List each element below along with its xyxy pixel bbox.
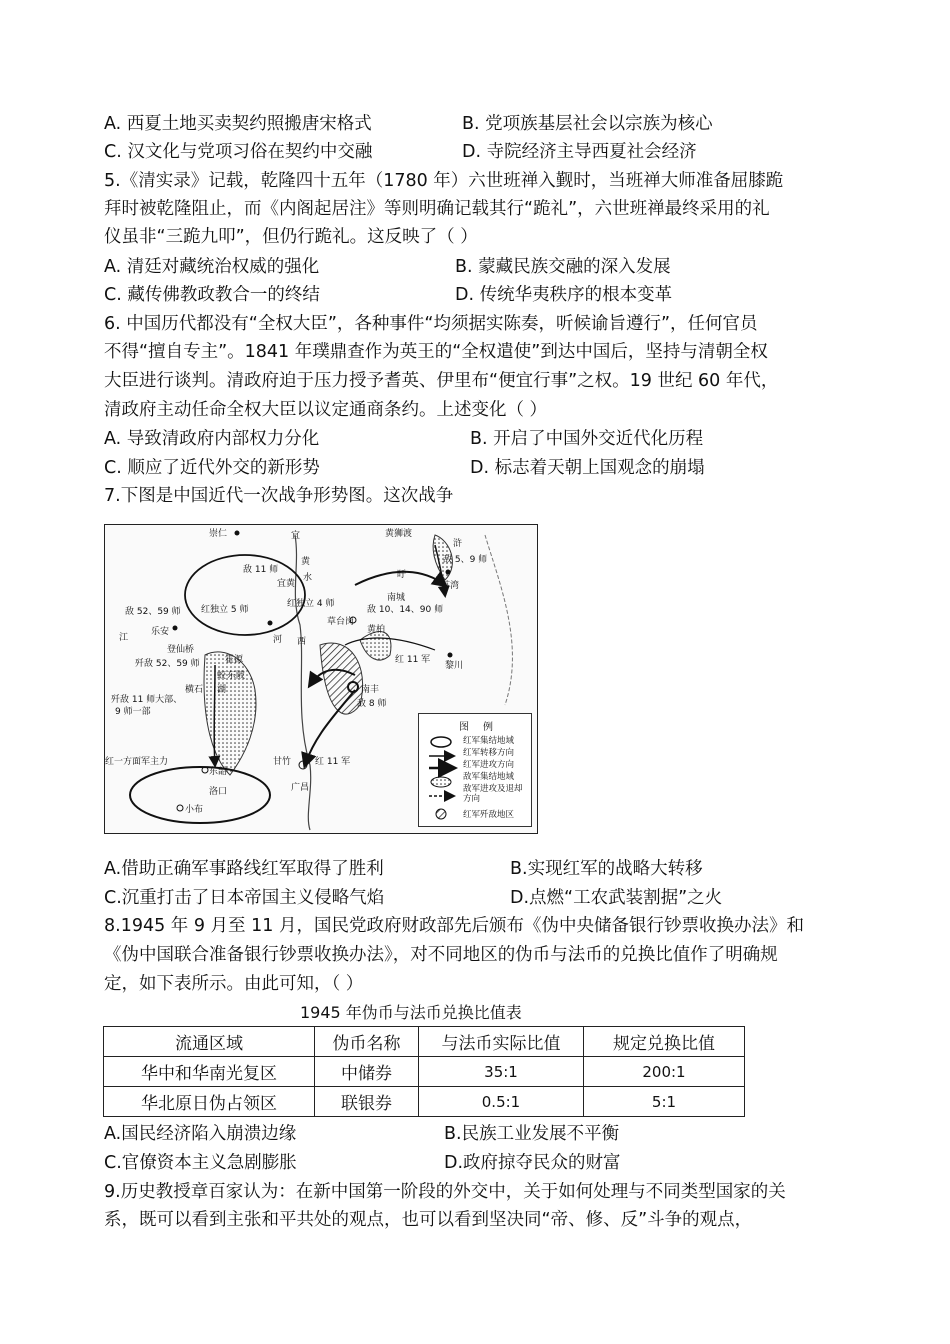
map-label: 黄柏 <box>367 625 386 635</box>
q9-stem-line2: 系，既可以看到主张和平共处的观点，也可以看到坚决同“帝、修、反”斗争的观点， <box>104 1210 753 1230</box>
legend-item: 敌军进攻及退却方向 <box>463 784 523 804</box>
table-row <box>104 1087 745 1117</box>
q6-stem-line2: 不得“擅自专主”。1841 年璞鼎查作为英王的“全权遣使”到达中国后，坚持与清朝全权 <box>104 342 768 362</box>
table-cell: 35:1 <box>419 1057 584 1087</box>
map-label: 敌 11 师 <box>243 565 279 575</box>
table-cell: 0.5:1 <box>419 1087 584 1117</box>
map-label: 甘竹 <box>273 757 292 767</box>
table-cell: 华北原日伪占领区 <box>104 1087 315 1117</box>
table-cell: 联银券 <box>315 1087 419 1117</box>
table-cell: 5:1 <box>584 1087 745 1117</box>
map-label: 西 <box>297 637 307 647</box>
q6-stem-line3: 大臣进行谈判。清政府迫于压力授予耆英、伊里布“便宜行事”之权。19 世纪 60 年代， <box>104 371 779 391</box>
q4-option-a: A. 西夏土地买卖契约照搬唐宋格式 <box>104 114 372 134</box>
table-cell: 华中和华南光复区 <box>104 1057 315 1087</box>
map-label: 南城 <box>387 593 406 603</box>
q6-option-d: D. 标志着天朝上国观念的崩塌 <box>470 458 705 478</box>
map-label: 草台岗 <box>327 617 355 627</box>
table-cell: 200:1 <box>584 1057 745 1087</box>
table-cell: 中储券 <box>315 1057 419 1087</box>
map-label: 小布 <box>185 805 204 815</box>
map-label: 江 <box>119 633 129 643</box>
q5-stem-line1: 5.《清实录》记载，乾隆四十五年（1780 年）六世班禅入觐时，当班禅大师准备屈膝跪 <box>104 171 784 191</box>
q5-option-d: D. 传统华夷秩序的根本变革 <box>455 285 673 305</box>
map-label: 敌 8 师 <box>357 699 387 709</box>
map-label: 盱 <box>397 570 407 580</box>
table-row <box>104 1057 745 1087</box>
q8-option-c: C.官僚资本主义急剧膨胀 <box>104 1153 297 1173</box>
town-marker <box>235 531 240 536</box>
map-label: 9 师一部 <box>115 707 151 717</box>
map-label: 崇仁 <box>209 529 228 539</box>
q7-option-d: D.点燃“工农武装割据”之火 <box>510 888 723 908</box>
q8-stem-line1: 8.1945 年 9 月至 11 月，国民党政府财政部先后颁布《伪中央储备银行钞票收换办法》和 <box>104 916 804 936</box>
q5-stem-line3: 仪虽非“三跪九叩”，但仍行跪礼。这反映了（ ） <box>104 227 478 247</box>
q5-option-c: C. 藏传佛教政教合一的终结 <box>104 285 320 305</box>
q6-option-b: B. 开启了中国外交近代化历程 <box>470 429 704 449</box>
legend-item: 红军集结地域 <box>463 736 515 746</box>
map-label: 红独立 4 师 <box>287 599 335 609</box>
map-label: 黄狮渡 <box>385 529 413 539</box>
legend-item: 红军歼敌地区 <box>463 810 515 820</box>
map-label: 红一方面军主力 <box>105 757 169 767</box>
q4-option-c: C. 汉文化与党项习俗在契约中交融 <box>104 142 373 162</box>
legend-symbols <box>423 734 463 824</box>
map-label: 苏湾 <box>441 581 460 591</box>
border-line <box>485 535 512 705</box>
map-label: 歼敌 11 师大部、 <box>111 695 183 705</box>
legend-item: 红军进攻方向 <box>463 760 515 770</box>
town-marker <box>177 805 183 811</box>
legend-item: 红军转移方向 <box>463 748 515 758</box>
map-label: 登仙桥 <box>167 645 195 655</box>
legend-item: 敌军集结地域 <box>463 772 515 782</box>
q6-option-a: A. 导致清政府内部权力分化 <box>104 429 320 449</box>
q5-stem-line2: 拜时被乾隆阻止，而《内阁起居注》等则明确记载其行“跪礼”，六世班禅最终采用的礼 <box>104 199 770 219</box>
map-label: 敌 10、14、90 师 <box>367 605 444 615</box>
q6-option-c: C. 顺应了近代外交的新形势 <box>104 458 320 478</box>
table-header: 流通区域 <box>104 1027 315 1057</box>
map-label: 宜黄 <box>277 579 296 589</box>
legend-title: 图例 <box>459 722 507 733</box>
map-label: 敌 52、59 师 <box>125 607 181 617</box>
map-label: 水 <box>303 573 313 583</box>
q6-stem-line4: 清政府主动任命全权大臣以议定通商条约。上述变化（ ） <box>104 400 548 420</box>
attack-arrow-down <box>214 665 215 765</box>
q7-option-a: A.借助正确军事路线红军取得了胜利 <box>104 859 384 879</box>
enemy-area-east <box>360 632 391 660</box>
map-label: 湖 <box>217 685 227 695</box>
town-marker <box>173 626 178 631</box>
q8-stem-line3: 定，如下表所示。由此可知，（ ） <box>104 974 364 994</box>
map-label: 红 11 军 <box>395 655 431 665</box>
town-marker <box>446 570 451 575</box>
table-header: 与法币实际比值 <box>419 1027 584 1057</box>
q4-option-b: B. 党项族基层社会以宗族为核心 <box>462 114 713 134</box>
map-label: 红 11 军 <box>315 757 351 767</box>
map-label: 蛟 <box>217 671 227 681</box>
map-label: 广昌 <box>291 783 310 793</box>
table-header: 规定兑换比值 <box>584 1027 745 1057</box>
q5-option-a: A. 清廷对藏统治权威的强化 <box>104 257 320 277</box>
map-label: 洛口 <box>209 787 228 797</box>
q7-stem-line1: 7.下图是中国近代一次战争形势图。这次战争 <box>104 486 454 506</box>
town-marker <box>268 621 273 626</box>
table-header-row <box>104 1027 745 1057</box>
q7-option-b: B.实现红军的战略大转移 <box>510 859 703 879</box>
q8-stem-line2: 《伪中国联合准备银行钞票收换办法》，对不同地区的伪币与法币的兑换比值作了明确规 <box>104 945 778 965</box>
map-label: 敌 5、9 师 <box>443 555 488 565</box>
q5-option-b: B. 蒙藏民族交融的深入发展 <box>455 257 671 277</box>
war-situation-map <box>104 524 538 834</box>
q6-stem-line1: 6. 中国历代都没有“全权大臣”，各种事件“均须据实陈奏，听候谕旨遵行”，任何官员 <box>104 314 758 334</box>
map-label: 歼敌 52、59 师 <box>135 659 200 669</box>
map-label: 横石 <box>185 685 204 695</box>
map-label: 红独立 5 师 <box>201 605 249 615</box>
q7-option-c: C.沉重打击了日本帝国主义侵略气焰 <box>104 888 385 908</box>
q4-option-d: D. 寺院经济主导西夏社会经济 <box>462 142 697 162</box>
map-label: 南丰 <box>361 685 380 695</box>
map-label: 黄 <box>301 557 311 567</box>
q8-option-d: D.政府掠夺民众的财富 <box>444 1153 621 1173</box>
map-label: 东陂 <box>227 671 246 681</box>
map-label: 霍源 <box>225 655 244 665</box>
map-legend <box>418 713 532 827</box>
map-label: 浒 <box>453 539 463 549</box>
town-marker <box>448 653 453 658</box>
map-label: 乐安 <box>151 627 170 637</box>
map-label: 河 <box>273 635 283 645</box>
map-label: 东韶 <box>209 767 228 777</box>
q8-option-a: A.国民经济陷入崩溃边缘 <box>104 1124 297 1144</box>
map-label: 黎川 <box>445 661 464 671</box>
table-header: 伪币名称 <box>315 1027 419 1057</box>
exchange-rate-table <box>103 1026 745 1117</box>
map-label: 宜 <box>291 531 301 541</box>
q9-stem-line1: 9.历史教授章百家认为：在新中国第一阶段的外交中，关于如何处理与不同类型国家的关 <box>104 1182 786 1202</box>
q8-option-b: B.民族工业发展不平衡 <box>444 1124 620 1144</box>
table-title: 1945 年伪币与法币兑换比值表 <box>300 1003 522 1022</box>
